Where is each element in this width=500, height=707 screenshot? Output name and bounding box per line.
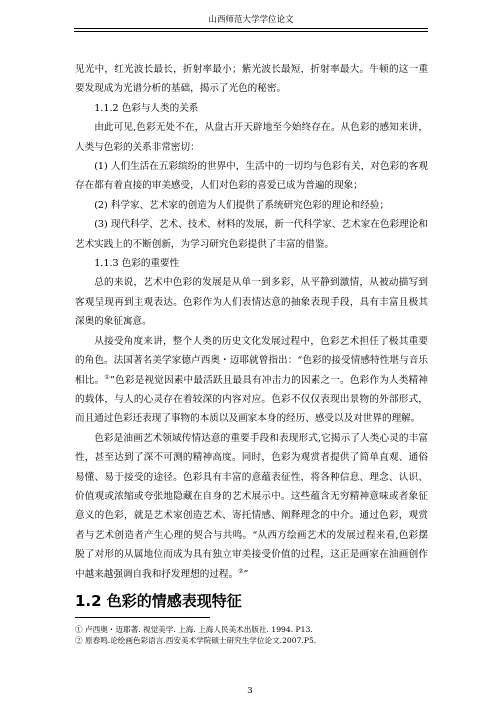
running-header: 山西师范大学学位论文 — [208, 15, 294, 25]
footnote-marker: ② — [238, 567, 244, 575]
body-text — [75, 60, 428, 620]
subsection-heading: 1.1.2 色彩与人类的关系 — [94, 102, 199, 114]
paragraph-part: ” — [243, 568, 249, 580]
list-item: (3) 现代科学、艺术、技术、材料的发展，新一代科学家、艺术家在色彩理论和艺术实践上的不断创新，为学习研究色彩提供了丰富的借鉴。 — [75, 219, 428, 250]
paragraph: 见光中，红光波长最长，折射率最小；紫光波长最短，折射率最大。牛顿的这一重要发现成为光谱分析的基础，揭示了光色的秘密。 — [75, 64, 428, 95]
list-item: (2) 科学家、艺术家的创造为人们提供了系统研究色彩的理论和经验； — [94, 199, 390, 211]
section-heading: 1.2 色彩的情感表现特征 — [75, 591, 242, 610]
page-number: 3 — [247, 686, 253, 696]
subsection-heading: 1.1.3 色彩的重要性 — [94, 258, 180, 270]
list-item: (1) 人们生活在五彩缤纷的世界中，生活中的一切均与色彩有关，对色彩的客观存在都有着直接的审美感受，人们对色彩的喜爱已成为普遍的现象； — [75, 161, 428, 192]
paragraph: 由此可见,色彩无处不在，从盘古开天辟地至今始终存在。从色彩的感知来讲，人类与色彩的关系非常密切： — [75, 122, 428, 153]
paragraph-part: 从接受角度来讲，整个人类的历史文化发展过程中，色彩艺术担任了极其重要的角色。法国著名美学家德卢西奥・迈耶就曾指出：“色彩的接受情感特性堪与音乐相比。 — [75, 335, 428, 386]
header-rule-thin — [74, 31, 428, 32]
footnotes — [75, 624, 428, 646]
header-rule-thick — [74, 28, 428, 29]
footnote-rule — [75, 617, 210, 618]
paragraph — [75, 332, 428, 429]
paragraph — [75, 429, 428, 584]
footnote: ① 卢西奥・迈耶著. 视觉美学. 上海. 上海人民美术出版社. 1994. P13. — [75, 625, 313, 634]
paragraph-part: 色彩是油画艺术领域传情达意的重要手段和表现形式,它揭示了人类心灵的丰富性，甚至达到了深不可测的精神高度。同时，色彩为观赏者提供了简单直观、通俗易懂、易于接受的途径。色彩具有丰富的意蕴表征性，将各种信息、理念、认识、价值观或浓缩或夸张地隐藏在自身的艺术展示中。这些蕴含无穷精神意味或者象征意义的色彩，就是艺术家创造艺术、寄托情感、阐释理念的中介。通过色彩，观赏者与艺术创造者产生心理的契合与共鸣。“从西方绘画艺术的发展过程来看,色彩摆脱了对形的从属地位而成为具有独立审美接受价值的过程，这正是画家在油画创作中越来越强调自我和抒发理想的过程。 — [75, 432, 428, 580]
paragraph: 总的来说，艺术中色彩的发展是从单一到多彩，从平静到激情，从被动描写到客观呈现再到主观表达。色彩作为人们表情达意的抽象表现手段，具有丰富且极其深奥的象征寓意。 — [75, 277, 428, 328]
footnote-marker: ① — [104, 373, 110, 381]
footnote: ② 原春鸣.论绘画色彩语言.西安美术学院硕士研究生学位论文.2007.P5. — [75, 636, 317, 645]
paragraph-part: ”色彩是视觉因素中最活跃且最具有冲击力的因素之一。色彩作为人类精神的载体，与人的心灵存在着较深的内容对应。色彩不仅仅表现出景物的外部形式，而且通过色彩还表现了事物的本质以及画家本身的经历、感受以及对世界的理解。 — [75, 374, 428, 425]
